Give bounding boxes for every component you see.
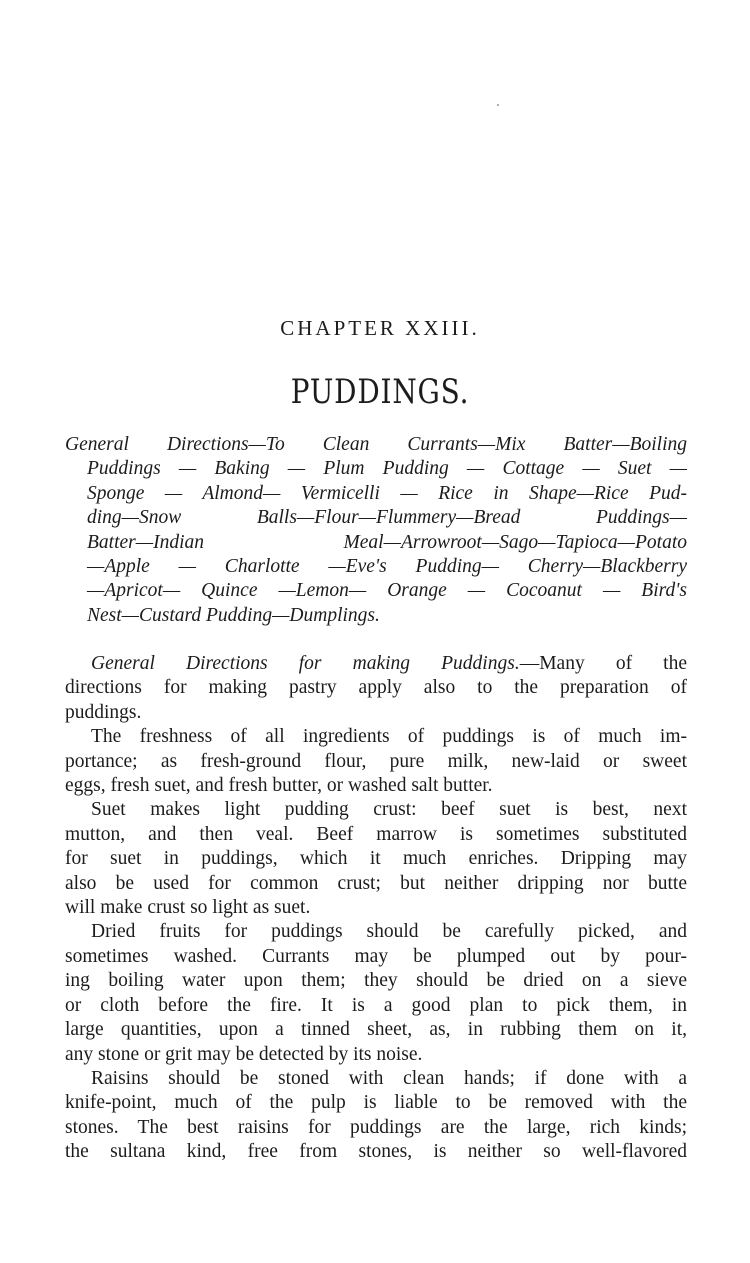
paragraph-line: for suet in puddings, which it much enriches. Dripping may [65,848,687,870]
contents-line: Sponge — Almond— Vermicelli — Rice in Shape—Rice Pud- [87,482,687,504]
paragraph-line: eggs, fresh suet, and fresh butter, or washed salt butter. [65,775,493,797]
paragraph-text: —Many of the [519,653,688,674]
contents-line: —Apricot— Quince —Lemon— Orange — Cocoanut — Bird's [87,580,687,602]
paragraph-line: stones. The best raisins for puddings are the large, rich kinds; [65,1116,687,1138]
paragraph-line: sometimes washed. Currants may be plumped out by pour- [65,945,687,967]
paragraph-line: Raisins should be stoned with clean hands; if done with a [91,1067,687,1089]
paragraph-line: portance; as fresh-ground flour, pure milk, new-laid or sweet [65,750,687,772]
paragraph-line: will make crust so light as suet. [65,897,311,919]
paragraph-line: also be used for common crust; but neither dripping nor butte [65,872,687,894]
paragraph-line: Suet makes light pudding crust: beef suet is best, next [91,799,687,821]
paragraph-line: the sultana kind, free from stones, is neither so well-flavored [65,1141,687,1163]
paragraph-line: Dried fruits for puddings should be carefully picked, and [91,921,687,943]
contents-line: General Directions—To Clean Currants—Mix Batter—Boiling [65,434,687,455]
body-text [65,652,687,1165]
paragraph-line: or cloth before the fire. It is a good plan to pick them, in [65,994,687,1016]
paragraph-line: ing boiling water upon them; they should be dried on a sieve [65,970,687,992]
paragraph-line: mutton, and then veal. Beef marrow is sometimes substituted [65,823,687,845]
contents-line: Batter—Indian Meal—Arrowroot—Sago—Tapioca—Potato [87,531,687,553]
paragraph-lead: General Directions for making Puddings. [91,653,520,674]
paragraph-line: large quantities, upon a tinned sheet, as, in rubbing them on it, [65,1019,687,1041]
contents-line: Nest—Custard Pudding—Dumplings. [87,604,380,626]
paragraph-line: puddings. [65,701,142,723]
chapter-title: PUDDINGS. [290,372,470,412]
contents-line: —Apple — Charlotte —Eve's Pudding— Cherry—Blackberry [87,556,687,578]
paragraph-line: knife-point, much of the pulp is liable to be removed with the [65,1092,687,1114]
chapter-heading: CHAPTER XXIII. [280,316,480,340]
chapter-contents-summary [65,433,687,628]
paragraph-line: directions for making pastry apply also to the preparation of [65,677,687,699]
paragraph-line [65,652,687,676]
page-speck [497,104,499,106]
paragraph-line: The freshness of all ingredients of puddings is of much im- [91,726,687,748]
contents-line: ding—Snow Balls—Flour—Flummery—Bread Puddings— [87,507,687,529]
paragraph-line: any stone or grit may be detected by its noise. [65,1043,423,1065]
contents-line: Puddings — Baking — Plum Pudding — Cottage — Suet — [87,458,687,480]
